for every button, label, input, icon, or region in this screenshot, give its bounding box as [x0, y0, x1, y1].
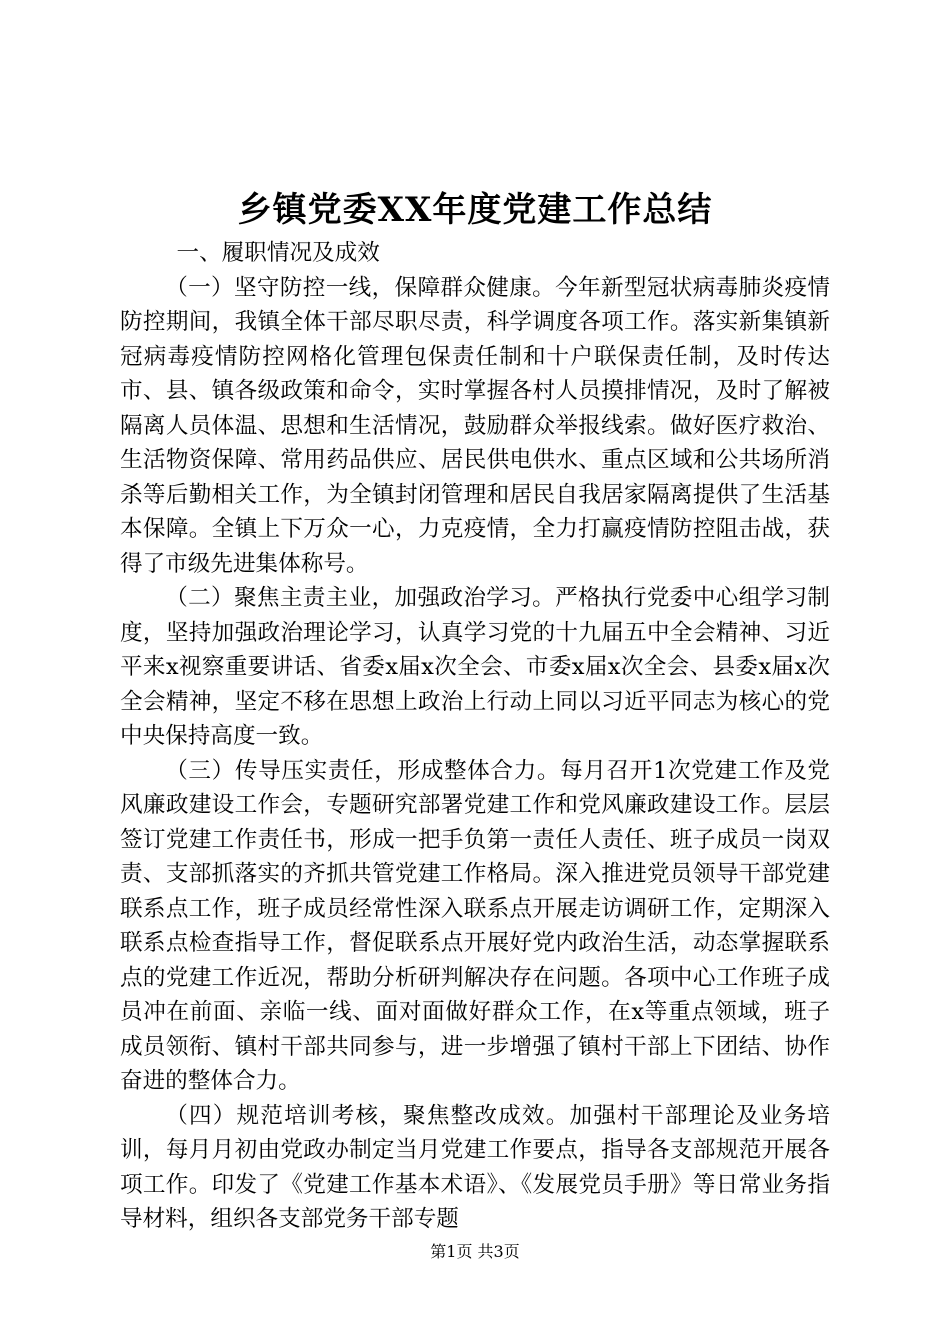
paragraph-3: （三）传导压实责任，形成整体合力。每月召开1次党建工作及党风廉政建设工作会，专题研究部署党建工作和党风廉政建设工作。层层签订党建工作责任书，形成一把手负第一责任人责任、班子成员一岗双责、支部抓落实的齐抓共管党建工作格局。深入推进党员领导干部党建联系点工作，班子成员经常性深入联系点开展走访调研工作，定期深入联系点检查指导工作，督促联系点开展好党内政治生活，动态掌握联系点的党建工作近况，帮助分析研判解决存在问题。各项中心工作班子成员冲在前面、亲临一线、面对面做好群众工作，在x等重点领域，班子成员领衔、镇村干部共同参与，进一步增强了镇村干部上下团结、协作奋进的整体合力。 [120, 757, 830, 1094]
document-body [120, 236, 830, 1237]
paragraph-1: （一）坚守防控一线，保障群众健康。今年新型冠状病毒肺炎疫情防控期间，我镇全体干部尽职尽责，科学调度各项工作。落实新集镇新冠病毒疫情防控网格化管理包保责任制和十户联保责任制，及时传达市、县、镇各级政策和命令，实时掌握各村人员摸排情况，及时了解被隔离人员体温、思想和生活情况，鼓励群众举报线索。做好医疗救治、生活物资保障、常用药品供应、居民供电供水、重点区域和公共场所消杀等后勤相关工作，为全镇封闭管理和居民自我居家隔离提供了生活基本保障。全镇上下万众一心，力克疫情，全力打赢疫情防控阻击战，获得了市级先进集体称号。 [120, 274, 830, 577]
paragraph-2: （二）聚焦主责主业，加强政治学习。严格执行党委中心组学习制度，坚持加强政治理论学习，认真学习党的十九届五中全会精神、习近平来x视察重要讲话、省委x届x次全会、市委x届x次全会、县委x届x次全会精神，坚定不移在思想上政治上行动上同以习近平同志为核心的党中央保持高度一致。 [120, 585, 830, 749]
section-heading: 一、履职情况及成效 [176, 240, 380, 266]
page-number-footer: 第1页 共3页 [430, 1242, 520, 1261]
paragraph-4: （四）规范培训考核，聚焦整改成效。加强村干部理论及业务培训，每月月初由党政办制定当月党建工作要点，指导各支部规范开展各项工作。印发了《党建工作基本术语》、《发展党员手册》等日常业务指导材料，组织各支部党务干部专题 [120, 1102, 830, 1232]
document-title: 乡镇党委XX年度党建工作总结 [237, 190, 713, 230]
